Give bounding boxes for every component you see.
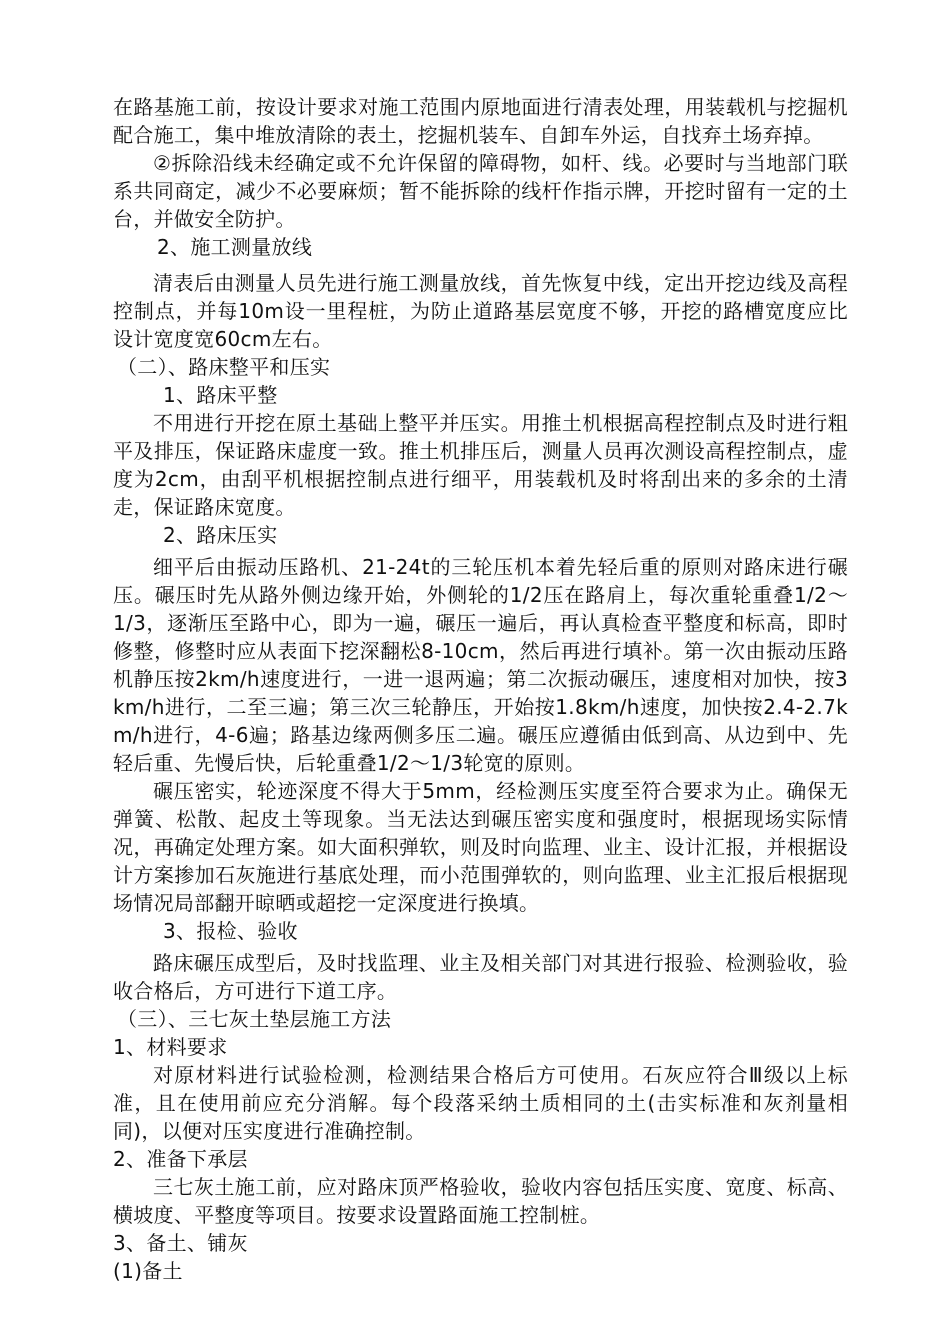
heading-prepare-base: 2、准备下承层 bbox=[113, 1147, 248, 1171]
paragraph-subgrade-leveling: 不用进行开挖在原土基础上整平并压实。用推土机根据高程控制点及时进行粗平及排压，保证路床虚度一致。推土机排压后，测量人员再次测设高程控制点，虚度为2cm，由刮平机根据控制点进行细平，用装载机及时将刮出来的多余的土清走，保证路床宽度。 bbox=[113, 411, 848, 519]
paragraph-inspection: 路床碾压成型后，及时找监理、业主及相关部门对其进行报验、检测验收，验收合格后，方可进行下道工序。 bbox=[113, 951, 848, 1003]
heading-inspection: 3、报检、验收 bbox=[163, 919, 298, 943]
heading-survey: 2、施工测量放线 bbox=[157, 235, 313, 259]
paragraph-clearing: 在路基施工前，按设计要求对施工范围内原地面进行清表处理，用装载机与挖掘机配合施工，集中堆放清除的表土，挖掘机装车、自卸车外运，自找弃土场弃掉。 bbox=[113, 95, 848, 147]
paragraph-compaction-process: 细平后由振动压路机、21-24t的三轮压机本着先轻后重的原则对路床进行碾压。碾压时先从路外侧边缘开始，外侧轮的1/2压在路肩上，每次重轮重叠1/2～1/3，逐渐压至路中心，即为一遍，碾压一遍后，再认真检查平整度和标高，即时修整，修整时应从表面下挖深翻松8-10cm，然后再进行填补。第一次由振动压路机静压按2km/h速度进行，一进一退两遍；第二次振动碾压，速度相对加快，按3km/h进行，二至三遍；第三次三轮静压，开始按1.8km/h速度，加快按2.4-2.7km/h进行，4-6遍；路基边缘两侧多压二遍。碾压应遵循由低到高、从边到中、先轻后重、先慢后快，后轮重叠1/2～1/3轮宽的原则。 bbox=[113, 555, 848, 775]
paragraph-survey: 清表后由测量人员先进行施工测量放线，首先恢复中线，定出开挖边线及高程控制点，并每10m设一里程桩，为防止道路基层宽度不够，开挖的路槽宽度应比设计宽度宽60cm左右。 bbox=[113, 271, 848, 351]
heading-subgrade-compaction: 2、路床压实 bbox=[163, 523, 278, 547]
heading-section-3: （三）、三七灰土垫层施工方法 bbox=[117, 1007, 392, 1031]
document-body bbox=[113, 93, 848, 1285]
heading-material-requirements: 1、材料要求 bbox=[113, 1035, 228, 1059]
heading-subgrade-leveling: 1、路床平整 bbox=[163, 383, 278, 407]
paragraph-material-requirements: 对原材料进行试验检测，检测结果合格后方可使用。石灰应符合Ⅲ级以上标准，且在使用前应充分消解。每个段落采纳土质相同的土(击实标准和灰剂量相同)，以便对压实度进行准确控制。 bbox=[113, 1063, 848, 1143]
paragraph-prepare-base: 三七灰土施工前，应对路床顶严格验收，验收内容包括压实度、宽度、标高、横坡度、平整度等项目。按要求设置路面施工控制桩。 bbox=[113, 1175, 848, 1227]
heading-soil-preparation: (1)备土 bbox=[113, 1259, 183, 1283]
heading-soil-lime: 3、备土、铺灰 bbox=[113, 1231, 248, 1255]
heading-section-2: （二）、路床整平和压实 bbox=[117, 355, 331, 379]
paragraph-compaction-quality: 碾压密实，轮迹深度不得大于5mm，经检测压实度至符合要求为止。确保无弹簧、松散、起皮土等现象。当无法达到碾压密实度和强度时，根据现场实际情况，再确定处理方案。如大面积弹软，则及时向监理、业主、设计汇报，并根据设计方案掺加石灰施进行基底处理，而小范围弹软的，则向监理、业主汇报后根据现场情况局部翻开晾晒或超挖一定深度进行换填。 bbox=[113, 779, 848, 915]
paragraph-obstacle-removal: ②拆除沿线未经确定或不允许保留的障碍物，如杆、线。必要时与当地部门联系共同商定，减少不必要麻烦；暂不能拆除的线杆作指示牌，开挖时留有一定的土台，并做安全防护。 bbox=[113, 151, 848, 231]
